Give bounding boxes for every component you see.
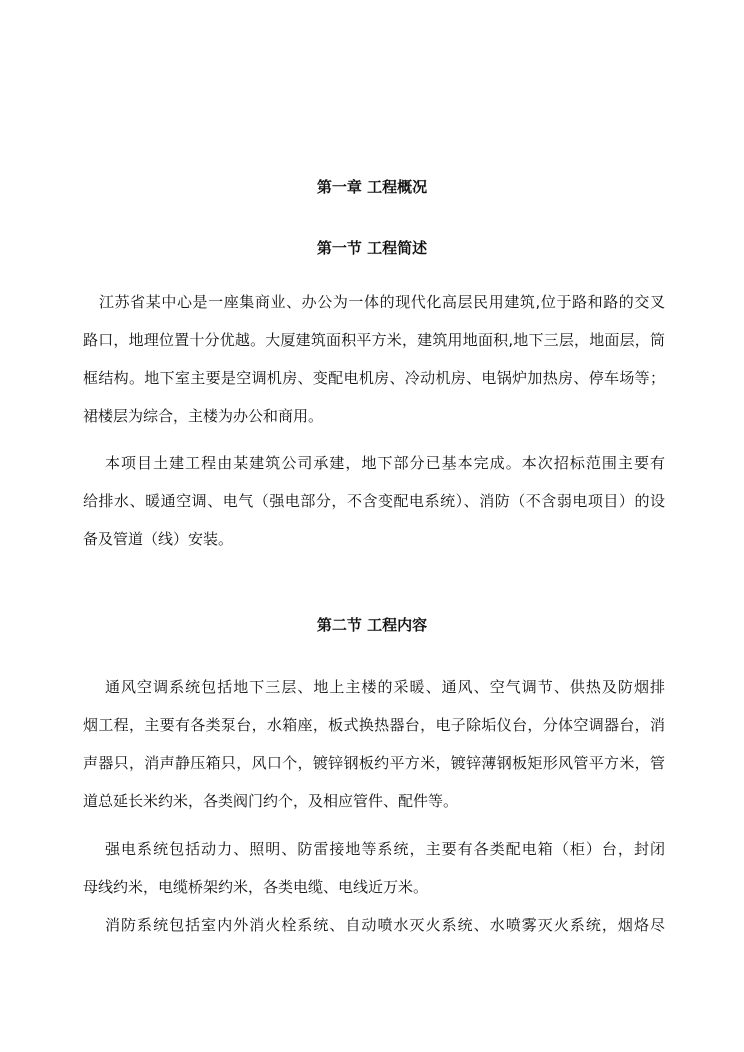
paragraph-fire-protection	[83, 906, 665, 944]
paragraph-location	[83, 283, 665, 435]
text-line: 通风空调系统包括地下三层、地上主楼的采暖、通风、空气调节、供热及防烟排	[105, 678, 665, 696]
paragraph-scope	[83, 444, 665, 558]
text-line: 裙楼层为综合，主楼为办公和商用。	[83, 407, 324, 425]
text-line: 强电系统包括动力、照明、防雷接地等系统，主要有各类配电箱（柜）台，封闭	[105, 840, 665, 858]
text-line: 江苏省某中心是一座集商业、办公为一体的现代化高层民用建筑,位于路和路的交叉	[99, 293, 665, 311]
text-line: 本项目土建工程由某建筑公司承建，地下部分已基本完成。本次招标范围主要有	[105, 454, 665, 472]
chapter-title: 第一章 工程概况	[316, 178, 428, 196]
text-line: 声器只，消声静压箱只，风口个，镀锌钢板约平方米，镀锌薄钢板矩形风管平方米，管	[83, 754, 665, 772]
text-line: 道总延长米约米，各类阀门约个，及相应管件、配件等。	[83, 792, 459, 810]
text-line: 烟工程，主要有各类泵台，水箱座，板式换热器台，电子除垢仪台，分体空调器台，消	[83, 716, 665, 734]
text-line: 备及管道（线）安装。	[83, 530, 234, 548]
text-line: 消防系统包括室内外消火栓系统、自动喷水灭火系统、水喷雾灭火系统，烟烙尽	[105, 916, 665, 934]
section-title-content: 第二节 工程内容	[316, 616, 428, 634]
section-title-overview: 第一节 工程简述	[316, 239, 428, 257]
paragraph-electrical	[83, 830, 665, 906]
text-line: 给排水、暖通空调、电气（强电部分，不含变配电系统）、消防（不含弱电项目）的设	[83, 492, 665, 510]
text-line: 母线约米，电缆桥架约米，各类电缆、电线近万米。	[83, 878, 429, 896]
text-line: 路口，地理位置十分优越。大厦建筑面积平方米，建筑用地面积,地下三层，地面层，筒	[83, 331, 665, 349]
paragraph-hvac	[83, 668, 665, 820]
text-line: 框结构。地下室主要是空调机房、变配电机房、冷动机房、电锅炉加热房、停车场等；	[83, 369, 665, 387]
